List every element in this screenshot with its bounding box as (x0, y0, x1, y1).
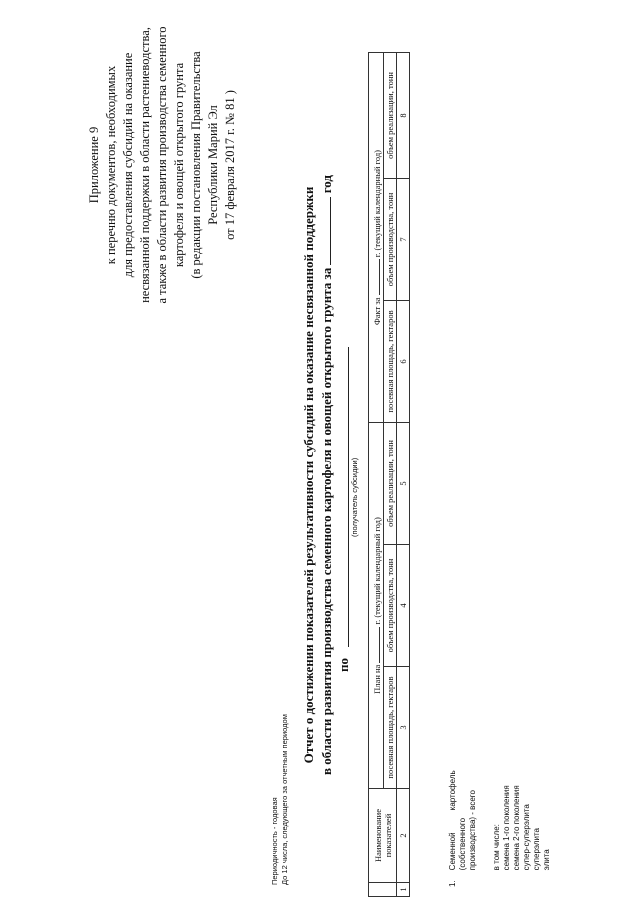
plan-group-header (369, 422, 384, 788)
periodicity-line: Периодичность - годовая (270, 797, 279, 885)
sub-header-cell: объем реализации, тонн (384, 422, 397, 544)
appendix-block (86, 15, 239, 315)
row-text-block (442, 770, 552, 870)
row-subitem: семена 1-го поколения (502, 785, 511, 871)
row-main-word: Семенной (448, 832, 457, 871)
year-blank-field[interactable] (319, 197, 331, 265)
column-number-cell: 3 (397, 667, 410, 789)
column-number-cell: 8 (397, 52, 410, 178)
appendix-line: к перечню документов, необходимых (104, 65, 118, 265)
report-title-line2-text: в области развития производства семенного картофеля и овощей открытого грунта за (319, 267, 334, 776)
fact-group-label: Факт за (372, 297, 382, 325)
report-title (300, 125, 336, 825)
recipient-caption: (получатель субсидии) (350, 457, 359, 537)
row-subitems (492, 770, 552, 870)
row-main-rest: (собственного производства) - всего (458, 790, 477, 871)
row-subitem: семена 2-го поколения (512, 785, 521, 871)
row-subheading: в том числе: (492, 824, 501, 871)
sub-header-cell: объем реализации, тонн (384, 52, 397, 178)
fact-year-blank[interactable] (370, 259, 380, 295)
sub-header-cell: посевная площадь, гектаров (384, 300, 397, 422)
row-subitem: супер-суперэлита (522, 804, 531, 871)
report-table (368, 52, 410, 897)
report-title-line1: Отчет о достижении показателей результативности субсидий на оказание несвязанной поддержки (301, 186, 316, 764)
sub-header-cell: посевная площадь, гектаров (384, 667, 397, 789)
column-number-cell: 6 (397, 300, 410, 422)
table-row-content (442, 770, 552, 887)
appendix-line: для предоставления субсидий на оказание (121, 52, 135, 278)
column-number-cell: 5 (397, 422, 410, 544)
row-main-label (448, 770, 478, 870)
table-sub-header-row (384, 52, 397, 896)
row-subitem: суперэлита (532, 828, 541, 871)
column-number-cell: 4 (397, 545, 410, 667)
plan-year-blank[interactable] (370, 627, 380, 663)
sub-header-cell: объем производства, тонн (384, 178, 397, 300)
appendix-line: (в редакции постановления Правительства (189, 51, 203, 279)
table-row (442, 770, 552, 887)
appendix-line: несвязанной поддержки в области растениеводства, (138, 27, 152, 303)
row-main-first-line (448, 770, 458, 870)
sub-header-cell: объем производства, тонн (384, 545, 397, 667)
name-header-cell: Наименование показателей (369, 789, 397, 883)
row-main-word: картофель (448, 770, 457, 811)
plan-group-label: План на (372, 664, 382, 694)
appendix-line: картофеля и овощей открытого грунта (172, 62, 186, 268)
periodicity-note (270, 714, 290, 885)
column-number-cell: 1 (397, 883, 410, 897)
column-number-row (397, 52, 410, 896)
report-title-year-word: год (319, 175, 334, 194)
column-number-cell: 7 (397, 178, 410, 300)
fact-group-suffix: г. (текущий календарный год) (372, 149, 382, 258)
appendix-line: Республики Марий Эл (206, 105, 220, 225)
column-number-cell: 2 (397, 789, 410, 883)
appendix-line: от 17 февраля 2017 г. № 81 ) (223, 90, 237, 240)
report-title-line2 (318, 125, 336, 825)
table-group-header-row (369, 52, 384, 896)
appendix-line: Приложение 9 (87, 126, 101, 204)
row-subitem: элита (542, 849, 551, 871)
index-header-cell (369, 883, 397, 897)
row-index: 1. (448, 880, 457, 887)
deadline-line: До 12 числа, следующего за отчетным периодом (280, 714, 289, 885)
appendix-line: а также в области развития производства семенного (155, 26, 169, 304)
recipient-prefix: по (336, 658, 351, 672)
plan-group-suffix: г. (текущий календарный год) (372, 517, 382, 625)
fact-group-header (369, 52, 384, 422)
recipient-blank-field[interactable] (348, 347, 349, 647)
